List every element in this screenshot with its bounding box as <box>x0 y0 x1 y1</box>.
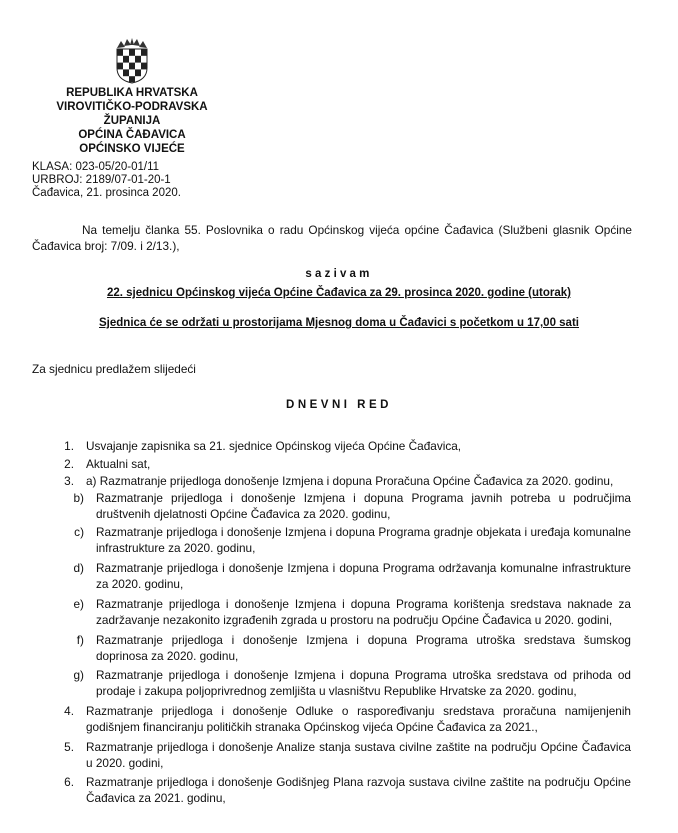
coat-of-arms-icon <box>114 38 150 84</box>
agenda-item-text: Aktualni sat, <box>86 457 151 471</box>
agenda-item-number: 4. <box>64 704 74 718</box>
agenda-item-number: 3. <box>64 474 74 488</box>
intro-paragraph: Na temelju članka 55. Poslovnika o radu Općinskog vijeća općine Čađavica (Službeni glasnik Općine Čađavica broj: 7/09. i 2/13.), <box>32 223 632 253</box>
agenda-item-number: d) <box>73 561 84 575</box>
convocation-word: sazivam <box>305 268 373 280</box>
document-date: Čađavica, 21. prosinca 2020. <box>32 187 181 199</box>
agenda-item-text: Razmatranje prijedloga i donošenje Izmjena i dopuna Programa javnih potreba u područjima društvenih djelatnosti Općine Čađavica za 2020. godinu, <box>96 491 631 521</box>
document-reference <box>32 161 181 200</box>
agenda-item-text: Razmatranje prijedloga i donošenje Izmjena i dopuna Programa utroška sredstava šumskog doprinosa za 2020. godinu, <box>96 633 631 663</box>
agenda-item-number: c) <box>74 525 84 539</box>
proposal-line: Za sjednicu predlažem slijedeći <box>32 362 196 376</box>
agenda-item-text: Razmatranje prijedloga i donošenje Analize stanja sustava civilne zaštite na području Općine Čađavica u 2020. godini, <box>86 740 631 770</box>
agenda-item-text: Razmatranje prijedloga i donošenje Izmjena i dopuna Programa održavanja komunalne infrastrukture za 2020. godinu, <box>96 561 631 591</box>
agenda-item-text: Razmatranje prijedloga i donošenje Izmjena i dopuna Programa korištenja sredstava naknade za zadržavanje nezakonito izgrađenih zgrada u prostoru na području Općine Čađavica u 2020. godini, <box>96 597 631 627</box>
letterhead <box>36 86 228 156</box>
agenda-item-number: b) <box>73 491 84 505</box>
agenda-item-number: 5. <box>64 740 74 754</box>
urbroj: URBROJ: 2189/07-01-20-1 <box>32 174 171 186</box>
agenda-item-text: Razmatranje prijedloga i donošenje Godišnjeg Plana razvoja sustava civilne zaštite na području Općine Čađavica za 2021. godinu, <box>86 775 631 805</box>
county-name: VIROVITIČKO-PODRAVSKA ŽUPANIJA <box>56 101 208 127</box>
council-name: OPĆINSKO VIJEĆE <box>79 143 185 155</box>
agenda-item-number: g) <box>73 668 84 682</box>
agenda-title: DNEVNI RED <box>286 399 392 411</box>
session-location: Sjednica će se održati u prostorijama Mjesnog doma u Čađavici s početkom u 17,00 sati <box>99 317 579 329</box>
agenda-item-number: 6. <box>64 775 74 789</box>
agenda-item-text: Usvajanje zapisnika sa 21. sjednice Općinskog vijeća Općine Čađavica, <box>86 439 462 453</box>
agenda-item-number: 2. <box>64 457 74 471</box>
country-name: REPUBLIKA HRVATSKA <box>66 87 198 99</box>
agenda-item-number: 1. <box>64 439 74 453</box>
agenda-item-text: Razmatranje prijedloga i donošenje Odluke o raspoređivanju sredstava proračuna namijenjenih godišnjem financiranju političkih stranaka Općinskog vijeća Općine Čađavica za 2021., <box>86 704 631 734</box>
agenda-item-text: a) Razmatranje prijedloga donošenje Izmjena i dopuna Proračuna Općine Čađavica za 2020. godinu, <box>86 474 614 488</box>
agenda-item-number: f) <box>76 633 84 647</box>
municipality-name: OPĆINA ČAĐAVICA <box>78 129 186 141</box>
agenda-item-text: Razmatranje prijedloga i donošenje Izmjena i dopuna Programa gradnje objekata i uređaja komunalne infrastrukture za 2020. godinu, <box>96 525 631 555</box>
agenda-item-text: Razmatranje prijedloga i donošenje Izmjena i dopuna Programa utroška sredstava od prihoda od prodaje i zakupa poljoprivrednog zemljišta u vlasništvu Republike Hrvatske za 2020. godinu, <box>96 668 631 698</box>
agenda-item-number: e) <box>73 597 84 611</box>
klasa: KLASA: 023-05/20-01/11 <box>32 161 160 173</box>
session-title: 22. sjednicu Općinskog vijeća Općine Čađavica za 29. prosinca 2020. godine (utorak) <box>106 287 571 299</box>
